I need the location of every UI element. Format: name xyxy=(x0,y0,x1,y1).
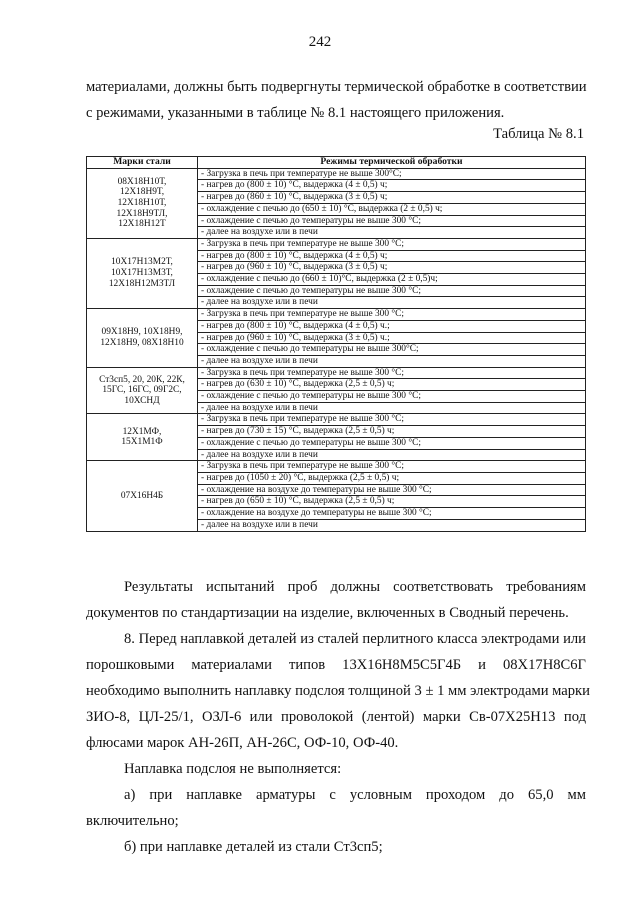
intro-line-2: с режимами, указанными в таблице № 8.1 настоящего приложения. xyxy=(86,105,505,121)
treatment-step: - нагрев до (1050 ± 20) °С, выдержка (2,5 ± 0,5) ч; xyxy=(198,473,585,485)
item-a-line-1: а) при наплавке арматуры с условным проходом до 65,0 мм xyxy=(124,787,586,803)
table-row xyxy=(87,367,586,414)
steel-grade: 10ХСНД xyxy=(124,395,160,406)
treatment-step: - нагрев до (630 ± 10) °С, выдержка (2,5 ± 0,5) ч; xyxy=(198,379,585,391)
treatment-step: - Загрузка в печь при температуре не выше 300 °С; xyxy=(198,461,585,473)
steel-grade-cell xyxy=(87,367,198,414)
table-header-row xyxy=(87,157,586,169)
steel-grade-cell xyxy=(87,414,198,461)
steel-grade: 12Х18Н9, 08Х18Н10 xyxy=(100,337,184,348)
treatment-step: - нагрев до (650 ± 10) °С, выдержка (2,5 ± 0,5) ч; xyxy=(198,496,585,508)
table-row xyxy=(87,238,586,308)
treatment-step: - Загрузка в печь при температуре не выше 300 °С; xyxy=(198,309,585,321)
paragraph-sublayer-heading: Наплавка подслоя не выполняется: xyxy=(124,761,342,777)
treatment-mode-cell xyxy=(198,461,586,531)
table-row xyxy=(87,168,586,238)
steel-grade: 09Х18Н9, 10Х18Н9, xyxy=(101,327,183,338)
item-a-line-2: включительно; xyxy=(86,813,179,829)
paragraph-8-line-1: 8. Перед наплавкой деталей из сталей перлитного класса электродами или xyxy=(124,631,586,647)
paragraph-8-line-4: ЗИО-8, ЦЛ-25/1, ОЗЛ-6 или проволокой (лентой) марки Св-07Х25Н13 под xyxy=(86,709,586,725)
paragraph-results-line-2: документов по стандартизации на изделие, включенных в Сводный перечень. xyxy=(86,605,569,621)
header-steel-grades: Марки стали xyxy=(87,157,198,169)
treatment-step: - Загрузка в печь при температуре не выше 300 °С; xyxy=(198,414,585,426)
treatment-step: - нагрев до (730 ± 15) °С, выдержка (2,5 ± 0,5) ч; xyxy=(198,426,585,438)
item-b: б) при наплавке деталей из стали Ст3сп5; xyxy=(124,839,383,855)
treatment-step: - далее на воздухе или в печи xyxy=(201,402,318,413)
table-body xyxy=(87,168,586,531)
treatment-step: - охлаждение с печью до температуры не выше 300 °С; xyxy=(198,391,585,403)
treatment-step: - нагрев до (800 ± 10) °С, выдержка (4 ± 0,5) ч.; xyxy=(198,321,585,333)
steel-grade-cell xyxy=(87,309,198,368)
steel-grade: 10Х17Н13М2Т, xyxy=(111,257,173,268)
steel-grade: 10Х17Н13М3Т, xyxy=(111,268,173,279)
heat-treatment-table xyxy=(86,156,586,532)
treatment-step: - далее на воздухе или в печи xyxy=(201,449,318,460)
steel-grade: 12Х18Н12Т xyxy=(118,219,166,230)
steel-grade-cell xyxy=(87,238,198,308)
treatment-step: - охлаждение на воздухе до температуры не выше 300 °С; xyxy=(198,485,585,497)
treatment-mode-cell xyxy=(198,414,586,461)
steel-grade: Ст3сп5, 20, 20К, 22К, xyxy=(99,374,185,385)
treatment-step: - далее на воздухе или в печи xyxy=(201,227,318,238)
treatment-step: - охлаждение с печью до температуры не выше 300 °С; xyxy=(198,438,585,450)
steel-grade: 12Х18Н10Т, xyxy=(117,197,167,208)
treatment-step: - нагрев до (800 ± 10) °С, выдержка (4 ± 0,5) ч; xyxy=(198,180,585,192)
steel-grade-cell xyxy=(87,168,198,238)
treatment-step: - охлаждение с печью до температуры не выше 300°С; xyxy=(198,344,585,356)
treatment-mode-cell xyxy=(198,367,586,414)
treatment-step: - охлаждение с печью до (650 ± 10) °С, выдержка (2 ± 0,5) ч; xyxy=(198,204,585,216)
treatment-step: - далее на воздухе или в печи xyxy=(201,297,318,308)
steel-grade: 07Х16Н4Б xyxy=(120,490,164,501)
page-number: 242 xyxy=(308,34,332,50)
treatment-step: - охлаждение с печью до температуры не выше 300 °С; xyxy=(198,286,585,298)
treatment-step: - далее на воздухе или в печи xyxy=(201,355,318,366)
treatment-step: - охлаждение с печью до температуры не выше 300 °С; xyxy=(198,216,585,228)
steel-grade: 12Х18Н9Т, xyxy=(119,187,165,198)
treatment-step: - охлаждение с печью до (660 ± 10)°С, выдержка (2 ± 0,5)ч; xyxy=(198,274,585,286)
treatment-step: - нагрев до (960 ± 10) °С, выдержка (3 ± 0,5) ч.; xyxy=(198,333,585,345)
treatment-step: - охлаждение на воздухе до температуры не выше 300 °С; xyxy=(198,508,585,520)
treatment-step: - далее на воздухе или в печи xyxy=(201,519,318,530)
treatment-step: - нагрев до (800 ± 10) °С, выдержка (4 ± 0,5) ч; xyxy=(198,251,585,263)
paragraph-8-line-3: необходимо выполнить наплавку подслоя толщиной 3 ± 1 мм электродами марки xyxy=(86,683,590,699)
treatment-mode-cell xyxy=(198,309,586,368)
steel-grade: 15Х1М1Ф xyxy=(121,437,163,448)
steel-grade: 08Х18Н10Т, xyxy=(117,176,167,187)
steel-grade: 12Х1МФ, xyxy=(122,426,162,437)
treatment-step: - нагрев до (960 ± 10) °С, выдержка (3 ± 0,5) ч; xyxy=(198,262,585,274)
steel-grade: 12Х18Н12М3ТЛ xyxy=(108,278,176,289)
intro-line-1: материалами, должны быть подвергнуты термической обработке в соответствии xyxy=(86,79,587,95)
treatment-step: - Загрузка в печь при температуре не выше 300°С; xyxy=(198,169,585,181)
steel-grade: 15ГС, 16ГС, 09Г2С, xyxy=(102,385,182,396)
paragraph-8-line-2: порошковыми материалами типов 13Х16Н8М5С5Г4Б и 08Х17Н8С6Г xyxy=(86,657,586,673)
treatment-mode-cell xyxy=(198,238,586,308)
treatment-step: - нагрев до (860 ± 10) °С, выдержка (3 ± 0,5) ч; xyxy=(198,192,585,204)
table-row xyxy=(87,461,586,531)
paragraph-8-line-5: флюсами марок АН-26П, АН-26С, ОФ-10, ОФ-40. xyxy=(86,735,399,751)
table-row xyxy=(87,414,586,461)
steel-grade: 12Х18Н9ТЛ, xyxy=(116,208,168,219)
table-row xyxy=(87,309,586,368)
table-caption: Таблица № 8.1 xyxy=(493,126,584,142)
treatment-step: - Загрузка в печь при температуре не выше 300 °С; xyxy=(198,239,585,251)
steel-grade-cell xyxy=(87,461,198,531)
treatment-step: - Загрузка в печь при температуре не выше 300 °С; xyxy=(198,368,585,380)
paragraph-results-line-1: Результаты испытаний проб должны соответствовать требованиям xyxy=(124,579,586,595)
treatment-mode-cell xyxy=(198,168,586,238)
header-treatment-modes: Режимы термической обработки xyxy=(198,157,586,169)
